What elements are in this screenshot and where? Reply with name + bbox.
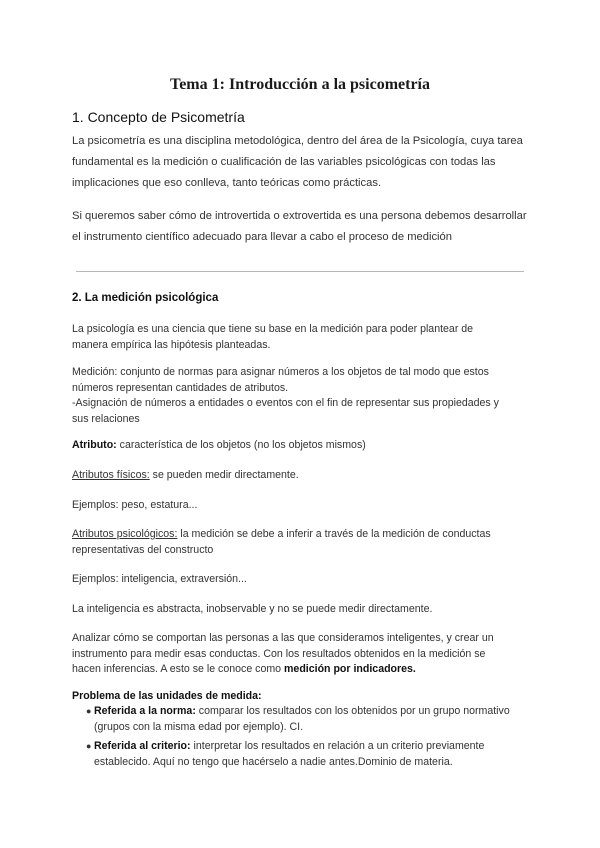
text-line: representativas del constructo (72, 543, 214, 556)
list-item-label: Referida al criterio: (94, 740, 191, 752)
text-line: -Asignación de números a entidades o eventos con el fin de representar sus propiedades y (72, 397, 499, 409)
text-line: manera empírica las hipótesis planteadas. (72, 338, 271, 351)
text-line: Medición: conjunto de normas para asignar números a los objetos de tal modo que estos (72, 366, 489, 378)
text-line: fundamental es la medición o cualificación de las variables psicológicas con todas las (72, 156, 496, 168)
horizontal-divider (76, 271, 524, 272)
text-line: números representan cantidades de atributos. (72, 381, 289, 394)
list-item-label: Referida a la norma: (94, 705, 196, 717)
section1-paragraph2 (72, 206, 542, 248)
problema-heading-text: Problema de las unidades de medida: (72, 690, 262, 702)
document-title: Tema 1: Introducción a la psicometría (170, 76, 430, 93)
medicion-definition (72, 365, 542, 427)
atributos-fisicos-text: se pueden medir directamente. (149, 469, 299, 481)
text-line: instrumento para medir esas conductas. Con los resultados obtenidos en la medición se (72, 647, 486, 660)
atributos-fisicos-label: Atributos físicos: (72, 469, 150, 481)
medicion-por-indicadores: medición por indicadores. (284, 663, 416, 675)
problema-heading (72, 689, 542, 705)
text-line: Si queremos saber cómo de introvertida o extrovertida es una persona debemos desarrollar (72, 210, 527, 222)
atributos-psicologicos-text: la medición se debe a inferir a través de la medición de conductas (177, 528, 491, 540)
bullet-icon: ● (86, 706, 92, 716)
section1-heading: 1. Concepto de Psicometría (72, 109, 245, 125)
ejemplos-psicologicos: Ejemplos: inteligencia, extraversión... (72, 573, 247, 585)
section2-intro (72, 322, 542, 353)
section1-paragraph1 (72, 131, 542, 194)
inteligencia-statement: La inteligencia es abstracta, inobservable y no se puede medir directamente. (72, 603, 433, 615)
text-line: hacen inferencias. A esto se le conoce como (72, 663, 285, 675)
atributo-label: Atributo: (72, 439, 117, 451)
text-line: el instrumento científico adecuado para llevar a cabo el proceso de medición (72, 231, 452, 243)
text-line: La psicometría es una disciplina metodológica, dentro del área de la Psicología, cuya tarea (72, 135, 523, 147)
list-item-text: comparar los resultados con los obtenidos por un grupo normativo (grupos con la misma edad por ejemplo). CI. (94, 705, 510, 733)
bullet-icon: ● (86, 741, 92, 751)
unidades-medida-list (72, 704, 542, 774)
text-line: La psicología es una ciencia que tiene su base en la medición para poder plantear de (72, 323, 474, 335)
list-item-text: interpretar los resultados en relación a un criterio previamente establecido. Aquí no tengo que hacérselo a nadie antes.Dominio de materia. (94, 740, 485, 768)
text-line: Analizar cómo se comportan las personas a las que consideramos inteligentes, y crear un (72, 632, 494, 644)
list-item (72, 704, 542, 735)
text-line: sus relaciones (72, 412, 140, 425)
atributos-psicologicos (72, 527, 542, 558)
analizar-paragraph (72, 631, 542, 678)
list-item (72, 739, 542, 770)
ejemplos-fisicos: Ejemplos: peso, estatura... (72, 499, 198, 511)
atributos-psicologicos-label: Atributos psicológicos: (72, 528, 178, 540)
atributo-definition (72, 438, 542, 454)
section2-heading: 2. La medición psicológica (72, 292, 219, 304)
atributos-fisicos (72, 468, 542, 484)
atributo-text: característica de los objetos (no los objetos mismos) (116, 439, 366, 451)
text-line: implicaciones que eso conlleva, tanto teóricas como prácticas. (72, 177, 382, 189)
